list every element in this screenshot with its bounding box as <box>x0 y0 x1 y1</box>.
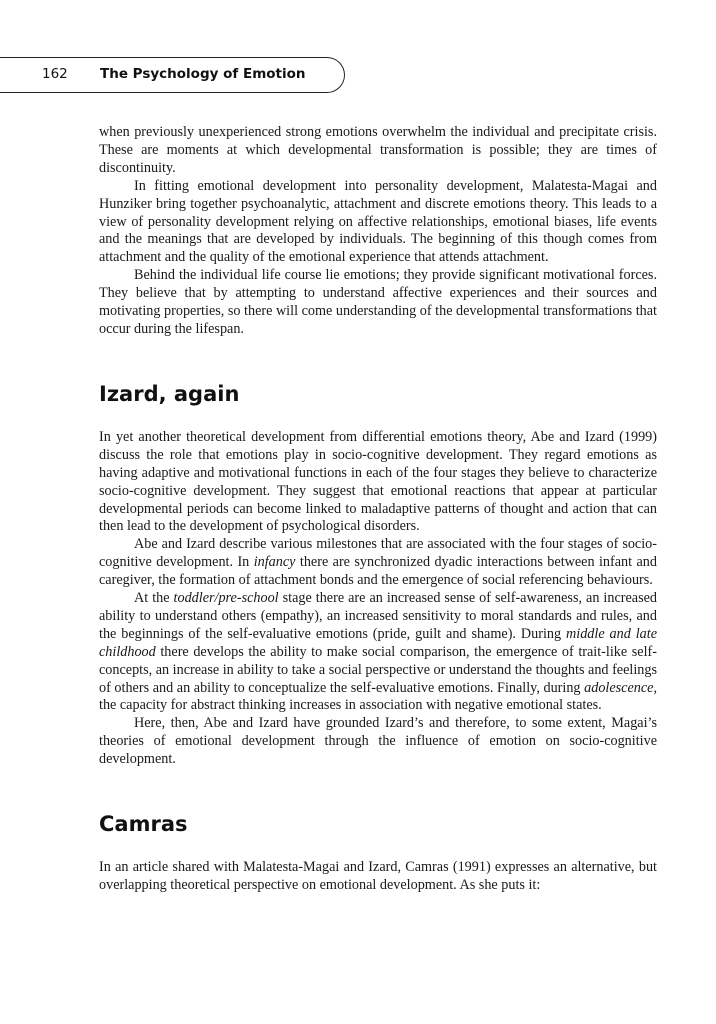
paragraph <box>99 429 657 536</box>
text-run: Abe and Izard describe various milestones that are associated with the four stages of socio-cognitive development. In <box>99 536 657 571</box>
page-number: 162 <box>42 66 68 82</box>
paragraph <box>99 536 657 590</box>
paragraph <box>99 715 657 769</box>
text-run: stage there are an increased sense of self-awareness, an increased ability to understand others (empathy), an increased sensitivity to moral standards and rules, and the beginnings of the self-evaluative emotions (pride, guilt and shame). During <box>99 590 657 642</box>
emphasis-term: infancy <box>253 554 296 571</box>
body-text <box>99 124 657 895</box>
text-run: there develops the ability to make social comparison, the emergence of trait-like self-concepts, an increase in ability to take a social perspective or understand the thoughts and feelings of others and an ability to conceptualize the self-evaluative emotions. Finally, during <box>99 643 657 696</box>
text-run: Here, then, Abe and Izard have grounded Izard’s and therefore, to some extent, Magai’s theories of emotional development through the influence of emotion on socio-cognitive development. <box>99 715 657 768</box>
emphasis-term: toddler/pre-school <box>173 590 279 607</box>
text-run: , the capacity for abstract thinking increases in association with negative emotional states. <box>99 679 657 714</box>
text-run: Behind the individual life course lie emotions; they provide significant motivational forces. They believe that by attempting to understand affective experiences and their sources and motivating properties, so there will come understanding of the developmental transformations that occur during the lifespan. <box>99 267 657 337</box>
paragraph <box>99 178 657 268</box>
text-run: At the <box>134 590 174 607</box>
text-run: there are synchronized dyadic interactions between infant and caregiver, the formation of attachment bonds and the emergence of social referencing behaviours. <box>99 554 657 589</box>
text-run: when previously unexperienced strong emotions overwhelm the individual and precipitate crisis. These are moments at which developmental transformation is possible; they are times of discontinuity. <box>99 124 657 176</box>
section-heading-izard-again: Izard, again <box>99 381 240 406</box>
emphasis-term: middle and late childhood <box>99 625 658 660</box>
paragraph <box>99 267 657 339</box>
paragraph <box>99 124 657 178</box>
paragraph <box>99 590 657 715</box>
text-run: In yet another theoretical development from differential emotions theory, Abe and Izard (1999) discuss the role that emotions play in socio-cognitive development. They regard emotions as having adaptive and motivational functions in each of the four stages they believe to characterize socio-cognitive development. They suggest that emotional reactions that appear at particular developmental periods can become linked to maladaptive patterns of thought and action that can then lead to the development of psychological disorders. <box>99 428 657 535</box>
emphasis-term: adolescence <box>584 679 654 696</box>
paragraph <box>99 859 657 895</box>
text-run: In an article shared with Malatesta-Magai and Izard, Camras (1991) expresses an alternative, but overlapping theoretical perspective on emotional development. As she puts it: <box>99 859 657 893</box>
text-run: In fitting emotional development into personality development, Malatesta-Magai and Hunziker bring together psychoanalytic, attachment and discrete emotions theory. This leads to a view of personality development relying on affective relationships, emotional biases, life events and the meanings that are developed by individuals. The beginning of this though comes from attachment and the quality of the emotional experience that attends attachment. <box>99 177 657 266</box>
section-heading-camras: Camras <box>99 812 188 837</box>
running-title: The Psychology of Emotion <box>100 66 306 82</box>
